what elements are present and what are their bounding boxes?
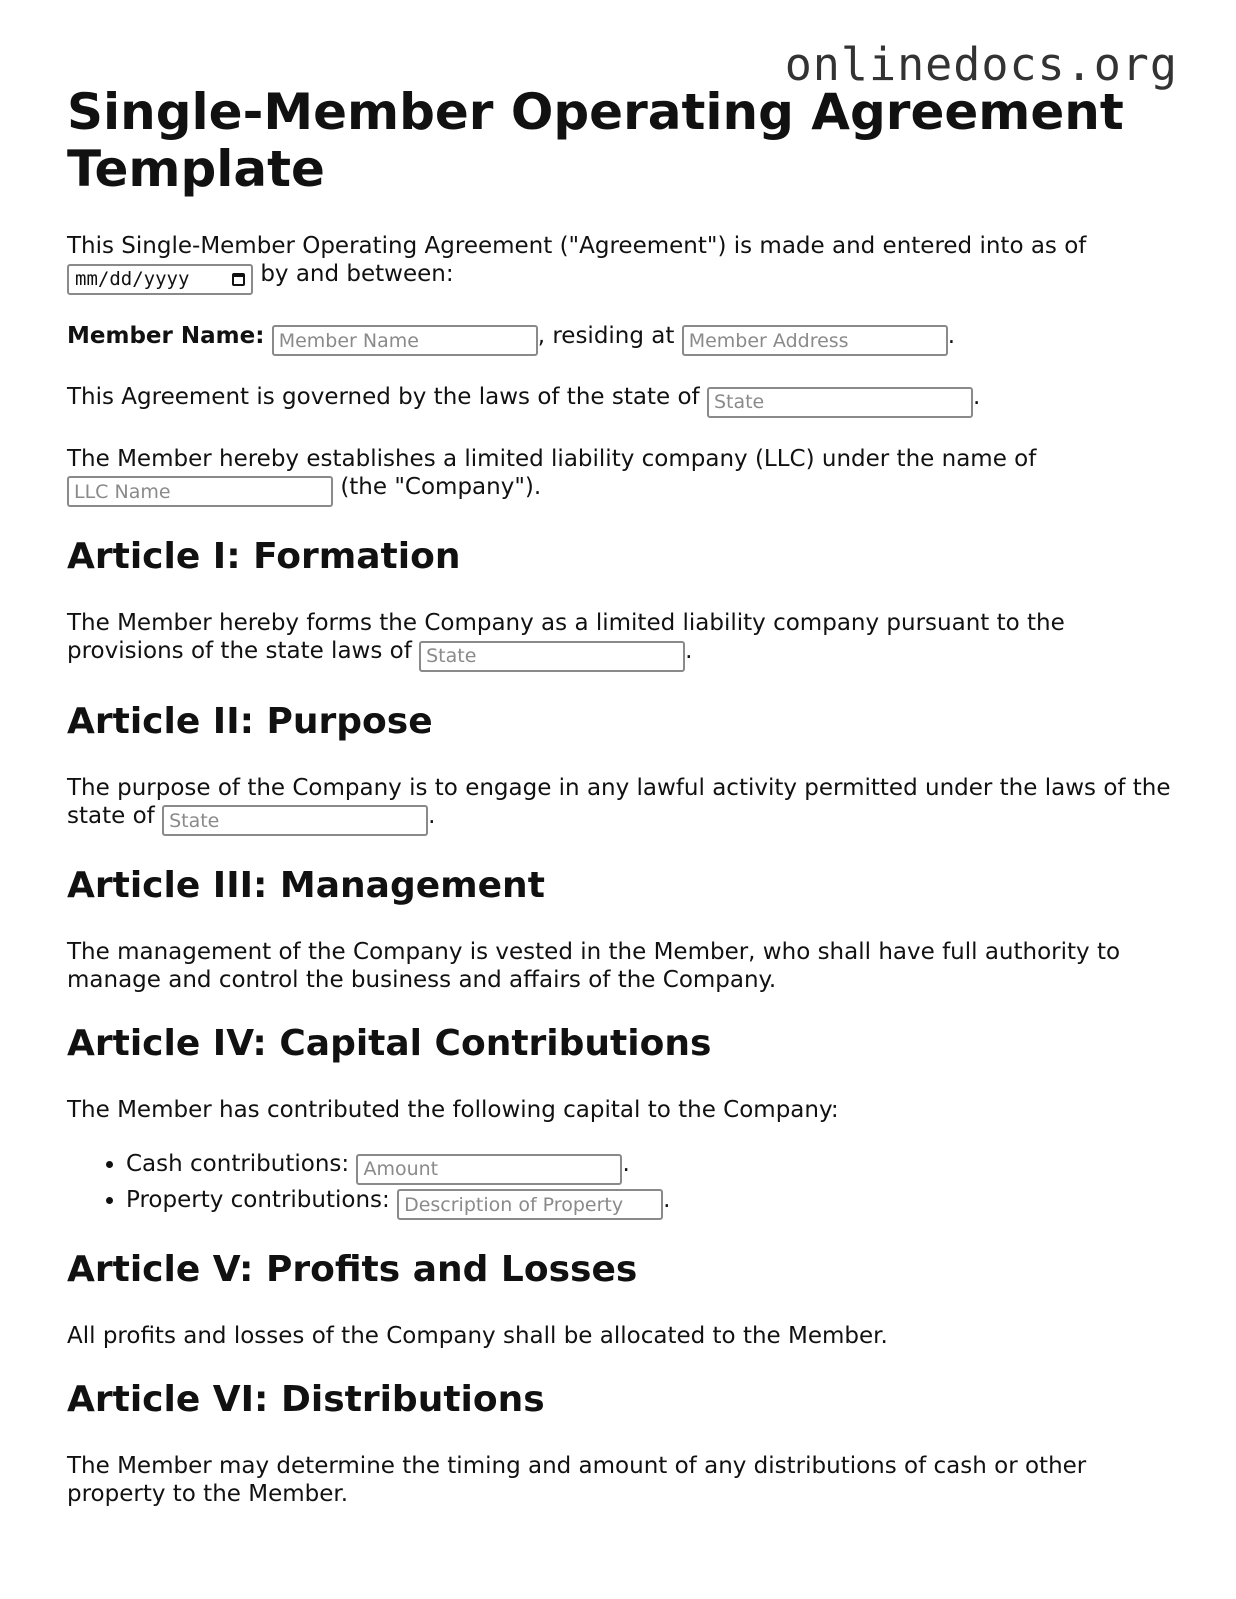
list-item	[126, 1185, 1177, 1221]
article-distributions-heading: Article VI: Distributions	[67, 1379, 545, 1420]
intro-tail: by and between:	[260, 261, 454, 287]
date-placeholder: mm/dd/yyyy	[75, 268, 190, 290]
purpose-paragraph	[67, 774, 1177, 837]
cash-amount-input[interactable]	[356, 1154, 622, 1185]
formation-paragraph	[67, 609, 1177, 672]
capital-list	[67, 1149, 1177, 1220]
article-profits-heading: Article V: Profits and Losses	[67, 1249, 638, 1290]
management-paragraph: The management of the Company is vested in the Member, who shall have full authority to manage and control the business and affairs of the Company.	[67, 939, 1121, 993]
list-item	[126, 1149, 1177, 1185]
member-name-input[interactable]	[272, 325, 538, 356]
property-label: Property contributions:	[126, 1186, 390, 1213]
member-name-label: Member Name:	[67, 322, 265, 349]
purpose-end: .	[428, 802, 436, 829]
page-title: Single-Member Operating Agreement Template	[67, 83, 1124, 198]
llc-name-input[interactable]	[67, 476, 333, 507]
distributions-paragraph: The Member may determine the timing and amount of any distributions of cash or other property to the Member.	[67, 1453, 1087, 1507]
purpose-state-input[interactable]	[162, 805, 428, 836]
article-management-heading: Article III: Management	[67, 865, 545, 906]
establish-tail: (the "Company").	[340, 473, 542, 500]
formation-text: The Member hereby forms the Company as a limited liability company pursuant to the provisions of the state laws of	[67, 610, 1065, 664]
agreement-date-input[interactable]	[67, 264, 253, 295]
establish-paragraph	[67, 445, 1177, 508]
governed-text: This Agreement is governed by the laws of the state of	[67, 384, 700, 410]
calendar-icon[interactable]	[232, 273, 245, 286]
property-description-input[interactable]	[397, 1189, 663, 1220]
watermark: onlinedocs.org	[784, 38, 1178, 91]
governed-end: .	[972, 384, 981, 410]
intro-paragraph	[67, 232, 1177, 295]
article-purpose-heading: Article II: Purpose	[67, 700, 433, 742]
governing-state-input[interactable]	[707, 387, 973, 418]
property-end: .	[663, 1186, 671, 1213]
cash-label: Cash contributions:	[126, 1151, 350, 1177]
formation-end: .	[685, 638, 693, 664]
document	[67, 84, 1177, 1535]
member-end: .	[947, 322, 956, 349]
capital-paragraph: The Member has contributed the following capital to the Company:	[67, 1097, 839, 1123]
governed-paragraph	[67, 383, 1177, 418]
article-capital-heading: Article IV: Capital Contributions	[67, 1023, 712, 1064]
formation-state-input[interactable]	[419, 641, 685, 672]
member-address-input[interactable]	[682, 325, 948, 356]
residing-text: , residing at	[537, 322, 675, 349]
cash-end: .	[622, 1151, 630, 1177]
member-paragraph	[67, 322, 1177, 357]
profits-paragraph: All profits and losses of the Company shall be allocated to the Member.	[67, 1323, 888, 1349]
intro-text: This Single-Member Operating Agreement ("Agreement") is made and entered into as of	[67, 233, 1087, 259]
establish-text: The Member hereby establishes a limited liability company (LLC) under the name of	[67, 445, 1037, 472]
article-formation-heading: Article I: Formation	[67, 536, 461, 577]
purpose-text: The purpose of the Company is to engage in any lawful activity permitted under the laws of the state of	[67, 774, 1171, 829]
